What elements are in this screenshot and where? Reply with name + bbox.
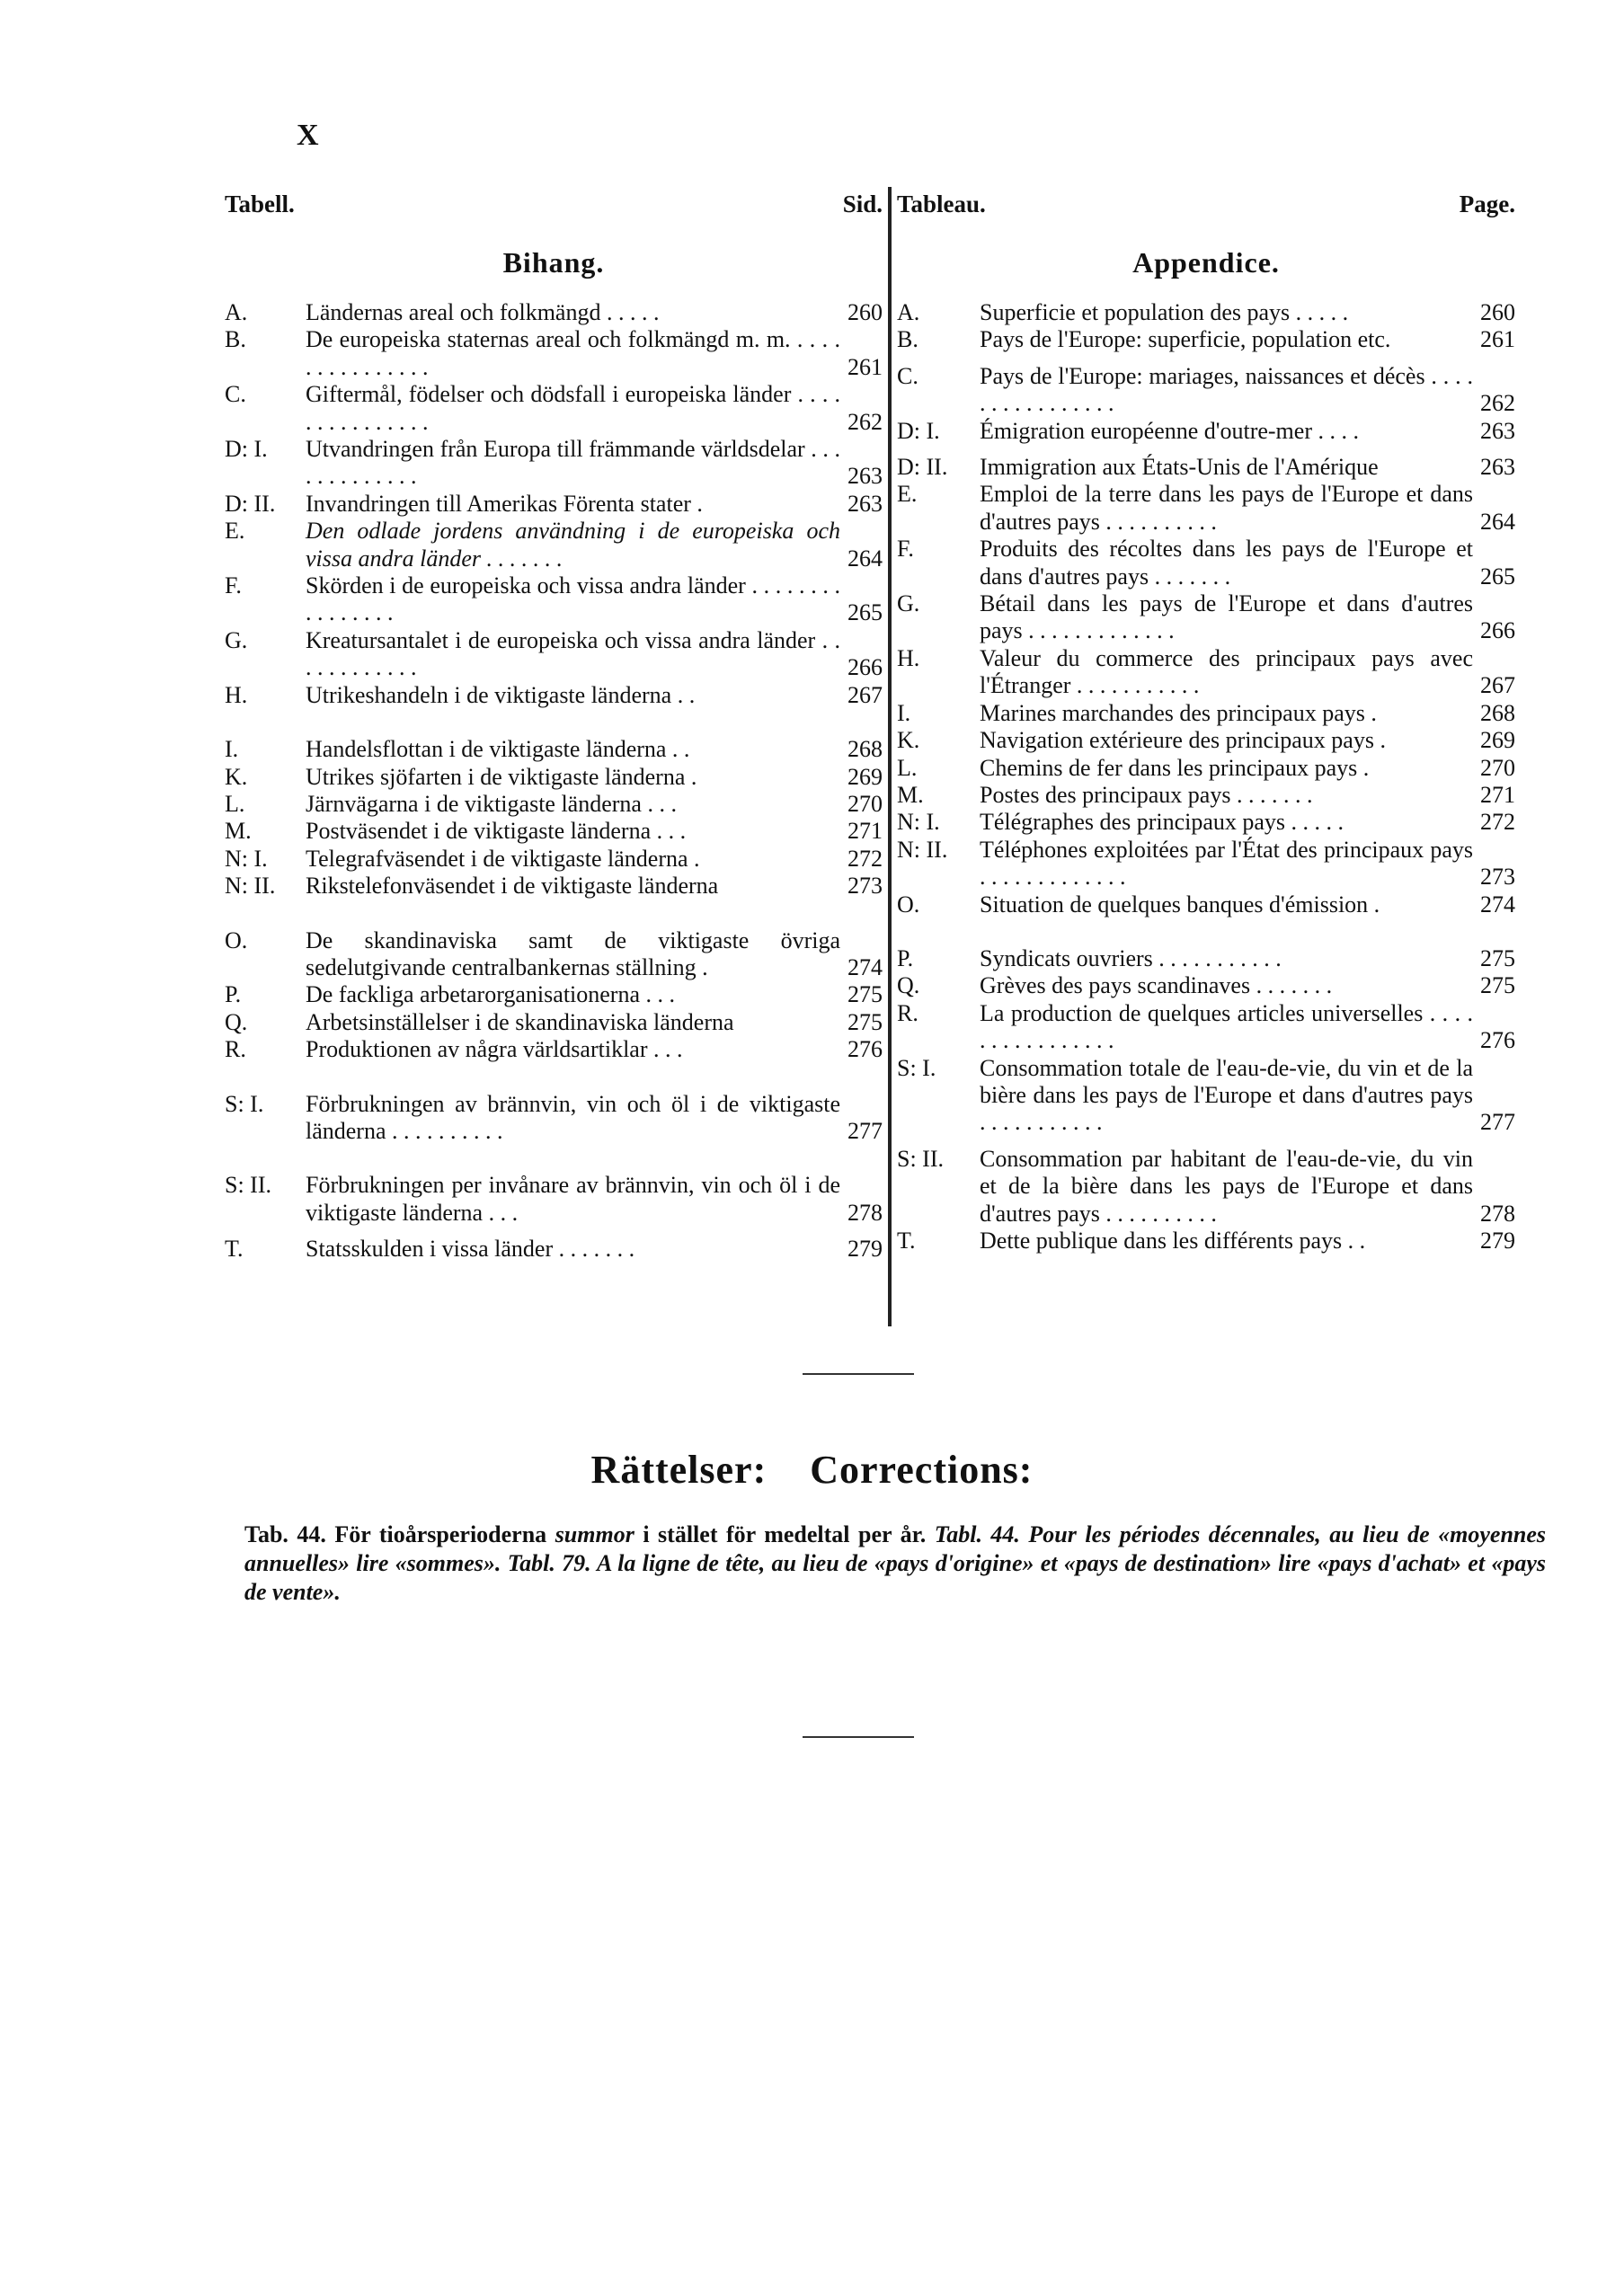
entry-code: D: I. [225, 436, 268, 463]
toc-entry [225, 846, 883, 873]
toc-entry [225, 627, 883, 682]
entry-page: 268 [847, 736, 883, 763]
toc-entry [225, 572, 883, 627]
entry-page: 263 [1480, 454, 1515, 481]
entry-text: Superficie et population des pays . . . . . [980, 299, 1349, 325]
toc-entry [897, 418, 1515, 445]
entry-code: B. [225, 326, 246, 353]
appendice-title: Appendice. [1132, 246, 1280, 279]
toc-entry [225, 1236, 883, 1263]
french-contents-column [897, 191, 1515, 1254]
corrections-label: Corrections: [810, 1448, 1034, 1492]
toc-entry [897, 299, 1515, 326]
entry-page: 278 [1480, 1200, 1515, 1227]
toc-entry [225, 818, 883, 845]
swedish-contents-column [225, 191, 883, 1263]
toc-entry [897, 727, 1515, 754]
entry-text: Förbrukningen av brännvin, vin och öl i de viktigaste länderna . . . . . . . . . . [306, 1090, 840, 1144]
tableau-header: Tableau. [897, 191, 986, 217]
entry-page: 266 [1480, 617, 1515, 644]
entry-code: D: II. [897, 454, 948, 481]
entry-page: 273 [1480, 864, 1515, 891]
entry-code: D: II. [225, 490, 276, 517]
toc-entry [897, 782, 1515, 809]
toc-entry [225, 791, 883, 818]
toc-entry [897, 536, 1515, 590]
toc-entry [225, 764, 883, 791]
section-divider [803, 1373, 914, 1375]
entry-text: Bétail dans les pays de l'Europe et dans d'autres pays . . . . . . . . . . . . . [980, 590, 1473, 644]
entry-text: Grèves des pays scandinaves . . . . . . . [980, 972, 1333, 999]
entry-code: L. [897, 754, 918, 781]
entry-code: T. [897, 1228, 916, 1254]
toc-entry [897, 645, 1515, 700]
entry-page: 262 [1480, 390, 1515, 417]
entry-page: 266 [847, 654, 883, 681]
toc-entry [897, 454, 1515, 481]
rattelser-label: Rättelser: [590, 1448, 768, 1492]
entry-page: 269 [847, 763, 883, 790]
entry-code: M. [225, 818, 252, 845]
entry-text: Télégraphes des principaux pays . . . . . [980, 809, 1344, 836]
entry-code: K. [897, 727, 920, 754]
toc-entry [225, 736, 883, 763]
entry-text: Handelsflottan i de viktigaste länderna . . [306, 736, 690, 763]
page-header: Page. [1459, 191, 1515, 217]
entry-code: S: II. [225, 1172, 271, 1199]
entry-page: 275 [1480, 944, 1515, 971]
toc-entry [897, 1055, 1515, 1137]
toc-entry [897, 1000, 1515, 1055]
entry-code: B. [897, 326, 918, 353]
entry-code: C. [897, 362, 918, 389]
entry-page: 269 [1480, 727, 1515, 754]
entry-code: G. [897, 590, 920, 617]
entry-text: Syndicats ouvriers . . . . . . . . . . . [980, 944, 1282, 971]
entry-text: Consommation par habitant de l'eau-de-vie, du vin et de la bière dans les pays de l'Europe et dans d'autres pays . . . . . . . . . . [980, 1145, 1473, 1227]
entry-page: 265 [1480, 563, 1515, 590]
entry-text: Rikstelefonväsendet i de viktigaste länderna [306, 873, 719, 900]
entry-code: S: I. [897, 1054, 936, 1081]
entry-text: Téléphones exploitées par l'État des principaux pays . . . . . . . . . . . . . [980, 836, 1473, 891]
entry-page: 264 [1480, 508, 1515, 535]
correction-fr-2: Tabl. 79. A la ligne de tête, au lieu de «pays d'origine» et «pays de destination» lire «pays d'achat» et «pays de vente». [244, 1550, 1546, 1605]
entry-code: L. [225, 790, 245, 817]
entry-text: De europeiska staternas areal och folkmängd m. m. . . . . . . . . . . . . . . . [306, 326, 840, 380]
tabell-header: Tabell. [225, 191, 295, 217]
entry-text: Pays de l'Europe: mariages, naissances et décès . . . . . . . . . . . . . . . . [980, 362, 1473, 417]
entry-code: N: I. [225, 845, 268, 872]
toc-entry [897, 755, 1515, 782]
entry-code: N: II. [897, 836, 948, 863]
entry-page: 260 [1480, 299, 1515, 325]
entry-page: 274 [1480, 891, 1515, 918]
entry-text: Chemins de fer dans les principaux pays . [980, 754, 1370, 781]
entry-text: Postväsendet i de viktigaste länderna . . . [306, 818, 687, 845]
entry-text: Valeur du commerce des principaux pays avec l'Étranger . . . . . . . . . . . [980, 644, 1473, 699]
entry-text: Utvandringen från Europa till främmande världsdelar . . . . . . . . . . . . . [306, 436, 840, 490]
entry-page: 263 [847, 463, 883, 490]
toc-entry [897, 326, 1515, 353]
entry-text: Skörden i de europeiska och vissa andra länder . . . . . . . . . . . . . . . . [306, 572, 840, 626]
entry-code: K. [225, 763, 248, 790]
toc-entry [225, 1172, 883, 1227]
entry-page: 275 [847, 1008, 883, 1035]
entry-code: H. [225, 681, 248, 708]
entry-code: Q. [225, 1008, 248, 1035]
entry-code: P. [225, 981, 242, 1008]
toc-entry [225, 1009, 883, 1036]
entry-text: Järnvägarna i de viktigaste länderna . . . [306, 790, 677, 817]
entry-text: Dette publique dans les différents pays . . [980, 1228, 1366, 1254]
entry-page: 265 [847, 599, 883, 626]
toc-entry [225, 981, 883, 1008]
entry-page: 270 [1480, 754, 1515, 781]
entry-text: Statsskulden i vissa länder . . . . . . . [306, 1236, 635, 1263]
entry-page: 261 [847, 353, 883, 380]
column-divider [888, 187, 892, 1326]
entry-code: I. [897, 699, 911, 726]
entry-code: R. [897, 999, 918, 1026]
toc-entry [225, 381, 883, 436]
entry-page: 271 [847, 818, 883, 845]
entry-page: 268 [1480, 699, 1515, 726]
entry-page: 279 [847, 1236, 883, 1263]
entry-page: 277 [847, 1117, 883, 1144]
entry-page: 278 [847, 1199, 883, 1226]
toc-entry [897, 1146, 1515, 1228]
entry-page: 264 [847, 545, 883, 572]
toc-entry [897, 945, 1515, 972]
toc-entry [225, 491, 883, 518]
entry-page: 273 [847, 873, 883, 900]
entry-code: E. [225, 518, 245, 545]
entry-text: Produktionen av några världsartiklar . . . [306, 1036, 683, 1063]
entry-page: 263 [1480, 417, 1515, 444]
toc-entry [225, 927, 883, 982]
french-header-row [897, 191, 1515, 226]
entry-page: 275 [1480, 972, 1515, 999]
entry-code: E. [897, 481, 918, 508]
toc-entry [225, 518, 883, 572]
entry-code: S: II. [897, 1145, 944, 1172]
correction-tab-label: Tab. 44. [244, 1521, 326, 1547]
sid-header: Sid. [842, 191, 883, 217]
entry-page: 263 [847, 490, 883, 517]
entry-text: Consommation totale de l'eau-de-vie, du vin et de la bière dans les pays de l'Europe et dans d'autres pays . . . . . . . . . . . [980, 1054, 1473, 1136]
entry-text: Förbrukningen per invånare av brännvin, vin och öl i de viktigaste länderna . . . [306, 1172, 840, 1226]
entry-text: Produits des récoltes dans les pays de l'Europe et dans d'autres pays . . . . . . . [980, 536, 1473, 590]
entry-text: Den odlade jordens användning i de europeiska och vissa andra länder . . . . . . . [306, 518, 840, 572]
toc-entry [897, 809, 1515, 836]
bottom-divider [803, 1736, 914, 1738]
entry-text: De skandinaviska samt de viktigaste övriga sedelutgivande centralbankernas ställning . [306, 926, 840, 980]
entry-text: La production de quelques articles universelles . . . . . . . . . . . . . . . . [980, 999, 1473, 1054]
entry-page: 276 [847, 1036, 883, 1063]
toc-entry [225, 436, 883, 491]
entry-code: G. [225, 626, 248, 653]
toc-entry [897, 972, 1515, 999]
entry-page: 276 [1480, 1027, 1515, 1054]
entry-text: Marines marchandes des principaux pays . [980, 699, 1377, 726]
entry-page: 272 [847, 845, 883, 872]
entry-code: O. [897, 891, 920, 918]
entry-code: I. [225, 736, 239, 763]
toc-entry [225, 1091, 883, 1146]
entry-code: D: I. [897, 417, 940, 444]
toc-entry [897, 837, 1515, 891]
entry-text: Giftermål, födelser och dödsfall i europeiska länder . . . . . . . . . . . . . . . [306, 381, 840, 435]
entry-code: N: II. [225, 873, 276, 900]
entry-page: 271 [1480, 781, 1515, 808]
entry-code: F. [897, 536, 914, 563]
correction-sv-1: För tioårsperioderna [334, 1521, 547, 1547]
entry-text: Invandringen till Amerikas Förenta stater . [306, 490, 703, 517]
entry-text: Utrikes sjöfarten i de viktigaste länderna . [306, 763, 697, 790]
entry-code: N: I. [897, 809, 940, 836]
entry-code: T. [225, 1236, 244, 1263]
entry-page: 261 [1480, 326, 1515, 353]
entry-page: 260 [847, 299, 883, 325]
toc-entry [225, 299, 883, 326]
toc-entry [225, 682, 883, 709]
toc-entry [897, 481, 1515, 536]
entry-code: R. [225, 1036, 246, 1063]
correction-sv-2: i stället för medeltal per år. [643, 1521, 927, 1547]
entry-text: De fackliga arbetarorganisationerna . . . [306, 981, 675, 1008]
toc-entry [897, 1228, 1515, 1254]
entry-page: 274 [847, 953, 883, 980]
correction-fr-1: Tabl. 44. Pour les périodes décennales, au lieu de «moyennes annuelles» lire «sommes». [244, 1521, 1547, 1576]
toc-entry [225, 1036, 883, 1063]
correction-sv-italic: summor [555, 1521, 635, 1547]
entry-code: O. [225, 926, 248, 953]
entry-page: 277 [1480, 1109, 1515, 1136]
entry-page: 262 [847, 408, 883, 435]
entry-text: Pays de l'Europe: superficie, population etc. [980, 326, 1391, 353]
entry-text: Immigration aux États-Unis de l'Amérique [980, 454, 1379, 481]
entry-page: 272 [1480, 809, 1515, 836]
entry-page: 270 [847, 790, 883, 817]
entry-text: Telegrafväsendet i de viktigaste länderna . [306, 845, 700, 872]
entry-text: Arbetsinställelser i de skandinaviska länderna [306, 1008, 734, 1035]
entry-code: P. [897, 944, 914, 971]
entry-text: Situation de quelques banques d'émission . [980, 891, 1380, 918]
entry-code: S: I. [225, 1090, 264, 1117]
entry-page: 279 [1480, 1228, 1515, 1254]
entry-text: Emploi de la terre dans les pays de l'Europe et dans d'autres pays . . . . . . . . . . [980, 481, 1473, 535]
entry-code: M. [897, 781, 924, 808]
entry-text: Postes des principaux pays . . . . . . . [980, 781, 1313, 808]
bihang-title: Bihang. [502, 246, 605, 279]
entry-code: C. [225, 381, 246, 408]
entry-page: 267 [847, 681, 883, 708]
swedish-header-row [225, 191, 883, 226]
toc-entry [897, 590, 1515, 645]
page-number: X [297, 119, 319, 152]
toc-entry [897, 363, 1515, 418]
entry-text: Navigation extérieure des principaux pays . [980, 727, 1386, 754]
corrections-text [244, 1520, 1546, 1607]
entry-page: 267 [1480, 672, 1515, 699]
toc-entry [225, 326, 883, 381]
toc-entry [897, 891, 1515, 918]
entry-text: Ländernas areal och folkmängd . . . . . [306, 299, 660, 325]
toc-entry [897, 700, 1515, 727]
entry-text: Utrikeshandeln i de viktigaste länderna . . [306, 681, 696, 708]
entry-code: A. [897, 299, 920, 325]
entry-code: A. [225, 299, 248, 325]
corrections-title [0, 1447, 1624, 1493]
entry-text: Émigration européenne d'outre-mer . . . . [980, 417, 1359, 444]
entry-page: 275 [847, 981, 883, 1008]
entry-code: F. [225, 572, 242, 599]
entry-code: H. [897, 644, 920, 671]
entry-code: Q. [897, 972, 920, 999]
toc-entry [225, 873, 883, 900]
entry-text: Kreatursantalet i de europeiska och vissa andra länder . . . . . . . . . . . . [306, 626, 840, 681]
